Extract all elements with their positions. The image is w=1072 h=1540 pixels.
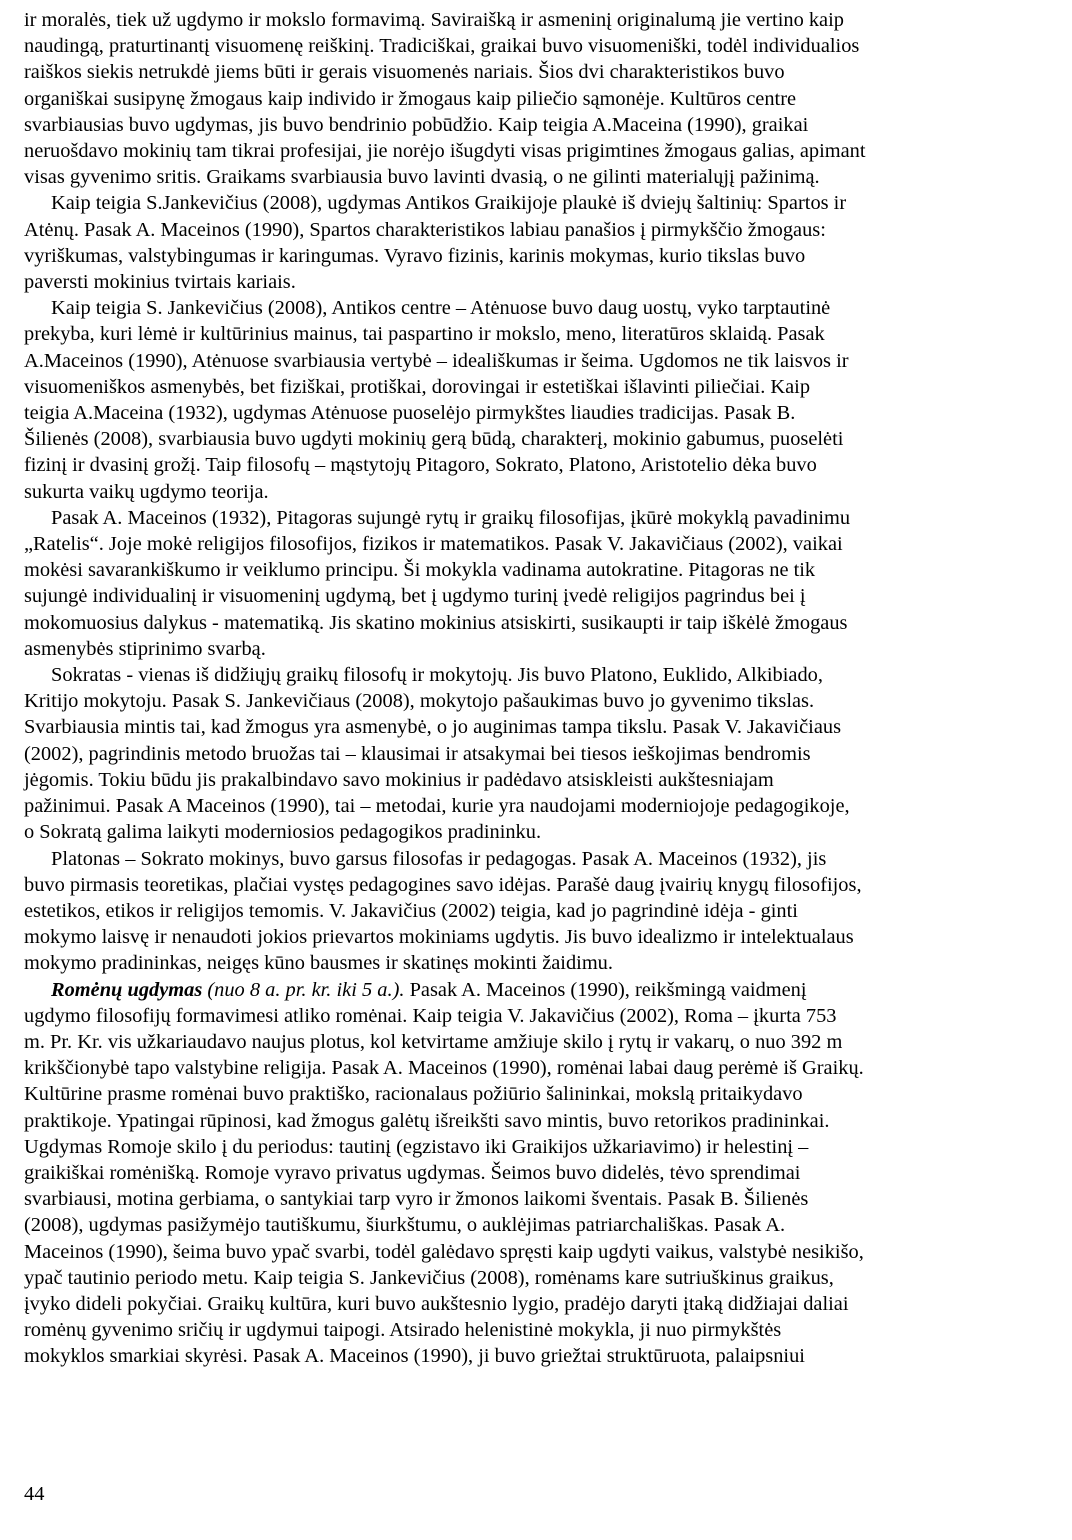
paragraph	[24, 7, 1024, 190]
paragraph	[24, 846, 1024, 977]
paragraph-line: krikščionybė tapo valstybine religija. Pasak A. Maceinos (1990), romėnai labai daug perėmė iš Graikų.	[24, 1057, 864, 1080]
section-heading: Romėnų ugdymas	[51, 978, 203, 1001]
paragraph-line: Ugdymas Romoje skilo į du periodus: tautinį (egzistavo iki Graikijos užkariavimo) ir helestinį –	[24, 1135, 809, 1158]
paragraph-line: įvyko dideli pokyčiai. Graikų kultūra, kuri buvo aukštesnio lygio, pradėjo daryti įtaką didžiajai daliai	[24, 1292, 849, 1315]
paragraph-line: (2002), pagrindinis metodo bruožas tai – klausimai ir atsakymai bei tiesos ieškojimas bendromis	[24, 742, 811, 765]
paragraph-line: o Sokratą galima laikyti moderniosios pedagogikos pradininku.	[24, 821, 542, 844]
paragraph-line: pažinimui. Pasak A Maceinos (1990), tai – metodai, kurie yra naudojami moderniojoje pedagogikoje,	[24, 795, 850, 818]
paragraph-line: mokėsi savarankiškumo ir veiklumo principu. Ši mokykla vadinama autokratine. Pitagoras ne tik	[24, 559, 816, 582]
section-period-note: (nuo 8 a. pr. kr. iki 5 a.).	[202, 978, 405, 1001]
paragraph-line: svarbiausi, motina gerbiama, o santykiai tarp vyro ir žmonos laikomi šventais. Pasak B. Šilienės	[24, 1188, 809, 1211]
paragraph-line: ypač tautinio periodo metu. Kaip teigia S. Jankevičius (2008), romėnams kare sutriuškinus graikus,	[24, 1266, 834, 1289]
paragraph-line: Maceinos (1990), šeima buvo ypač svarbi, todėl galėdavo spręsti kaip ugdyti vaikus, valstybė nesikišo,	[24, 1240, 864, 1263]
paragraph-line: Kaip teigia S.Jankevičius (2008), ugdymas Antikos Graikijoje plaukė iš dviejų šaltinių: Spartos ir	[51, 192, 847, 215]
paragraph-line: mokyklos smarkiai skyrėsi. Pasak A. Maceinos (1990), ji buvo griežtai struktūruota, palaipsniui	[24, 1345, 805, 1368]
paragraph-line: teigia A.Maceina (1932), ugdymas Atėnuose puoselėjo pirmykštes liaudies tradicijas. Pasak B.	[24, 402, 796, 425]
paragraph-line: romėnų gyvenimo sričių ir ugdymui taipogi. Atsirado helenistinė mokykla, ji nuo pirmykštės	[24, 1319, 782, 1342]
paragraph-line: asmenybės stiprinimo svarbą.	[24, 637, 266, 660]
paragraph-line: svarbiausias buvo ugdymas, jis buvo bendrinio pobūdžio. Kaip teigia A.Maceina (1990), graikai	[24, 113, 809, 136]
paragraph-line: estetikos, etikos ir religijos temomis. V. Jakavičius (2002) teigia, kad jo pagrindinė idėja - ginti	[24, 899, 798, 922]
paragraph-line: raiškos siekis netrukdė jiems būti ir gerais visuomenės nariais. Šios dvi charakteristikos buvo	[24, 61, 785, 84]
paragraph-line: Sokratas - vienas iš didžiųjų graikų filosofų ir mokytojų. Jis buvo Platono, Euklido, Alkibiado,	[51, 664, 823, 687]
paragraph	[24, 662, 1024, 845]
paragraph	[24, 295, 1024, 505]
paragraph-line: mokymo laisvę ir nenaudoti jokios prievartos mokiniams ugdytis. Jis buvo idealizmo ir intelektualaus	[24, 926, 854, 949]
line-text: Pasak A. Maceinos (1990), reikšmingą vaidmenį	[404, 978, 807, 1001]
paragraph-line: prekyba, kuri lėmė ir kultūrinius mainus, tai paspartino ir mokslo, meno, literatūros sklaidą. Pasak	[24, 323, 825, 346]
paragraph-line: Pasak A. Maceinos (1932), Pitagoras sujungė rytų ir graikų filosofijas, įkūrė mokyklą pavadinimu	[51, 506, 851, 529]
paragraph-line: Atėnų. Pasak A. Maceinos (1990), Spartos charakteristikos labiau panašios į pirmykščio žmogaus:	[24, 218, 826, 241]
paragraph-line: Svarbiausia mintis tai, kad žmogus yra asmenybė, o jo auginimas tampa tikslu. Pasak V. Jakavičiaus	[24, 716, 841, 739]
paragraph-line: fizinį ir dvasinį grožį. Taip filosofų – mąstytojų Pitagoro, Sokrato, Platono, Aristotelio dėka buvo	[24, 454, 817, 477]
body-text	[24, 7, 1024, 1370]
paragraph-line: Platonas – Sokrato mokinys, buvo garsus filosofas ir pedagogas. Pasak A. Maceinos (1932), jis	[51, 847, 827, 870]
paragraph-line: graikiškai romėnišką. Romoje vyravo privatus ugdymas. Šeimos buvo didelės, tėvo sprendimai	[24, 1161, 801, 1184]
paragraph-line: neruošdavo mokinių tam tikrai profesijai, jie norėjo išugdyti visas prigimtines žmogaus galias, apimant	[24, 140, 866, 163]
paragraph-line	[24, 977, 1024, 1003]
paragraph-line: „Ratelis“. Joje mokė religijos filosofijos, fizikos ir matematikos. Pasak V. Jakavičiaus (2002), vaikai	[24, 533, 843, 556]
paragraph-line: Kritijo mokytoju. Pasak S. Jankevičiaus (2008), mokytojo pašaukimas buvo jo gyvenimo tikslas.	[24, 690, 815, 713]
paragraph-line: (2008), ugdymas pasižymėjo tautiškumu, šiurkštumu, o auklėjimas patriarchališkas. Pasak A.	[24, 1214, 786, 1237]
page-number: 44	[24, 1483, 45, 1505]
paragraph-line: mokomuosius dalykus - matematiką. Jis skatino mokinius atsiskirti, susikaupti ir taip iškėlė žmogaus	[24, 611, 848, 634]
paragraph	[24, 190, 1024, 295]
paragraph-line: buvo pirmasis teoretikas, plačiai vystęs pedagogines savo idėjas. Parašė daug įvairių knygų filosofijos,	[24, 873, 862, 896]
paragraph-line: organiškai susipynę žmogaus kaip individo ir žmogaus kaip piliečio sąmonėje. Kultūros centre	[24, 87, 797, 110]
paragraph-line: vyriškumas, valstybingumas ir karingumas. Vyravo fizinis, karinis mokymas, kurio tikslas buvo	[24, 244, 806, 267]
paragraph-line: ir moralės, tiek už ugdymo ir mokslo formavimą. Saviraišką ir asmeninį originalumą jie vertino kaip	[24, 9, 844, 31]
paragraph-line: jėgomis. Tokiu būdu jis prakalbindavo savo mokinius ir padėdavo atsiskleisti aukštesniajam	[24, 768, 774, 791]
paragraph-line: naudingą, praturtinantį visuomenę reiškinį. Tradiciškai, graikai buvo visuomeniški, todėl individualios	[24, 35, 860, 58]
paragraph-line: sujungė individualinį ir visuomeninį ugdymą, bet į ugdymo turinį įvedė religijos pagrindus bei į	[24, 585, 806, 608]
paragraph-line: sukurta vaikų ugdymo teorija.	[24, 480, 269, 503]
paragraph-line: visas gyvenimo sritis. Graikams svarbiausia buvo lavinti dvasią, o ne gilinti materialųjį pažinimą.	[24, 166, 820, 189]
paragraph-line: mokymo pradininkas, neigęs kūno bausmes ir skatinęs mokinti žaidimu.	[24, 952, 613, 975]
paragraph-line: praktikoje. Ypatingai rūpinosi, kad žmogus galėtų išreikšti savo mintis, buvo retorikos pradininkai.	[24, 1109, 830, 1132]
paragraph-line: A.Maceinos (1990), Atėnuose svarbiausia vertybė – ideališkumas ir šeima. Ugdomos ne tik laisvos ir	[24, 349, 849, 372]
paragraph-line: Kultūrine prasme romėnai buvo praktiško, racionalaus požiūrio šalininkai, mokslą pritaikydavo	[24, 1083, 803, 1106]
paragraph-line: visuomeniškos asmenybės, bet fiziškai, protiškai, dorovingai ir estetiškai išlavinti piliečiai. Kaip	[24, 375, 811, 398]
paragraph-line: Kaip teigia S. Jankevičius (2008), Antikos centre – Atėnuose buvo daug uostų, vyko tarptautinė	[51, 297, 831, 320]
paragraph-line: ugdymo filosofijų formavimesi atliko romėnai. Kaip teigia V. Jakavičius (2002), Roma – įkurta 753	[24, 1004, 837, 1027]
paragraph-line: m. Pr. Kr. vis užkariaudavo naujus plotus, kol ketvirtame amžiuje skilo į rytų ir vakarų, o nuo 392 m	[24, 1030, 843, 1053]
paragraph	[24, 977, 1024, 1370]
paragraph-line: paversti mokinius tvirtais kariais.	[24, 271, 296, 294]
paragraph-line: Šilienės (2008), svarbiausia buvo ugdyti mokinių gerą būdą, charakterį, mokinio gabumus, puoselėti	[24, 428, 844, 451]
paragraph	[24, 505, 1024, 662]
